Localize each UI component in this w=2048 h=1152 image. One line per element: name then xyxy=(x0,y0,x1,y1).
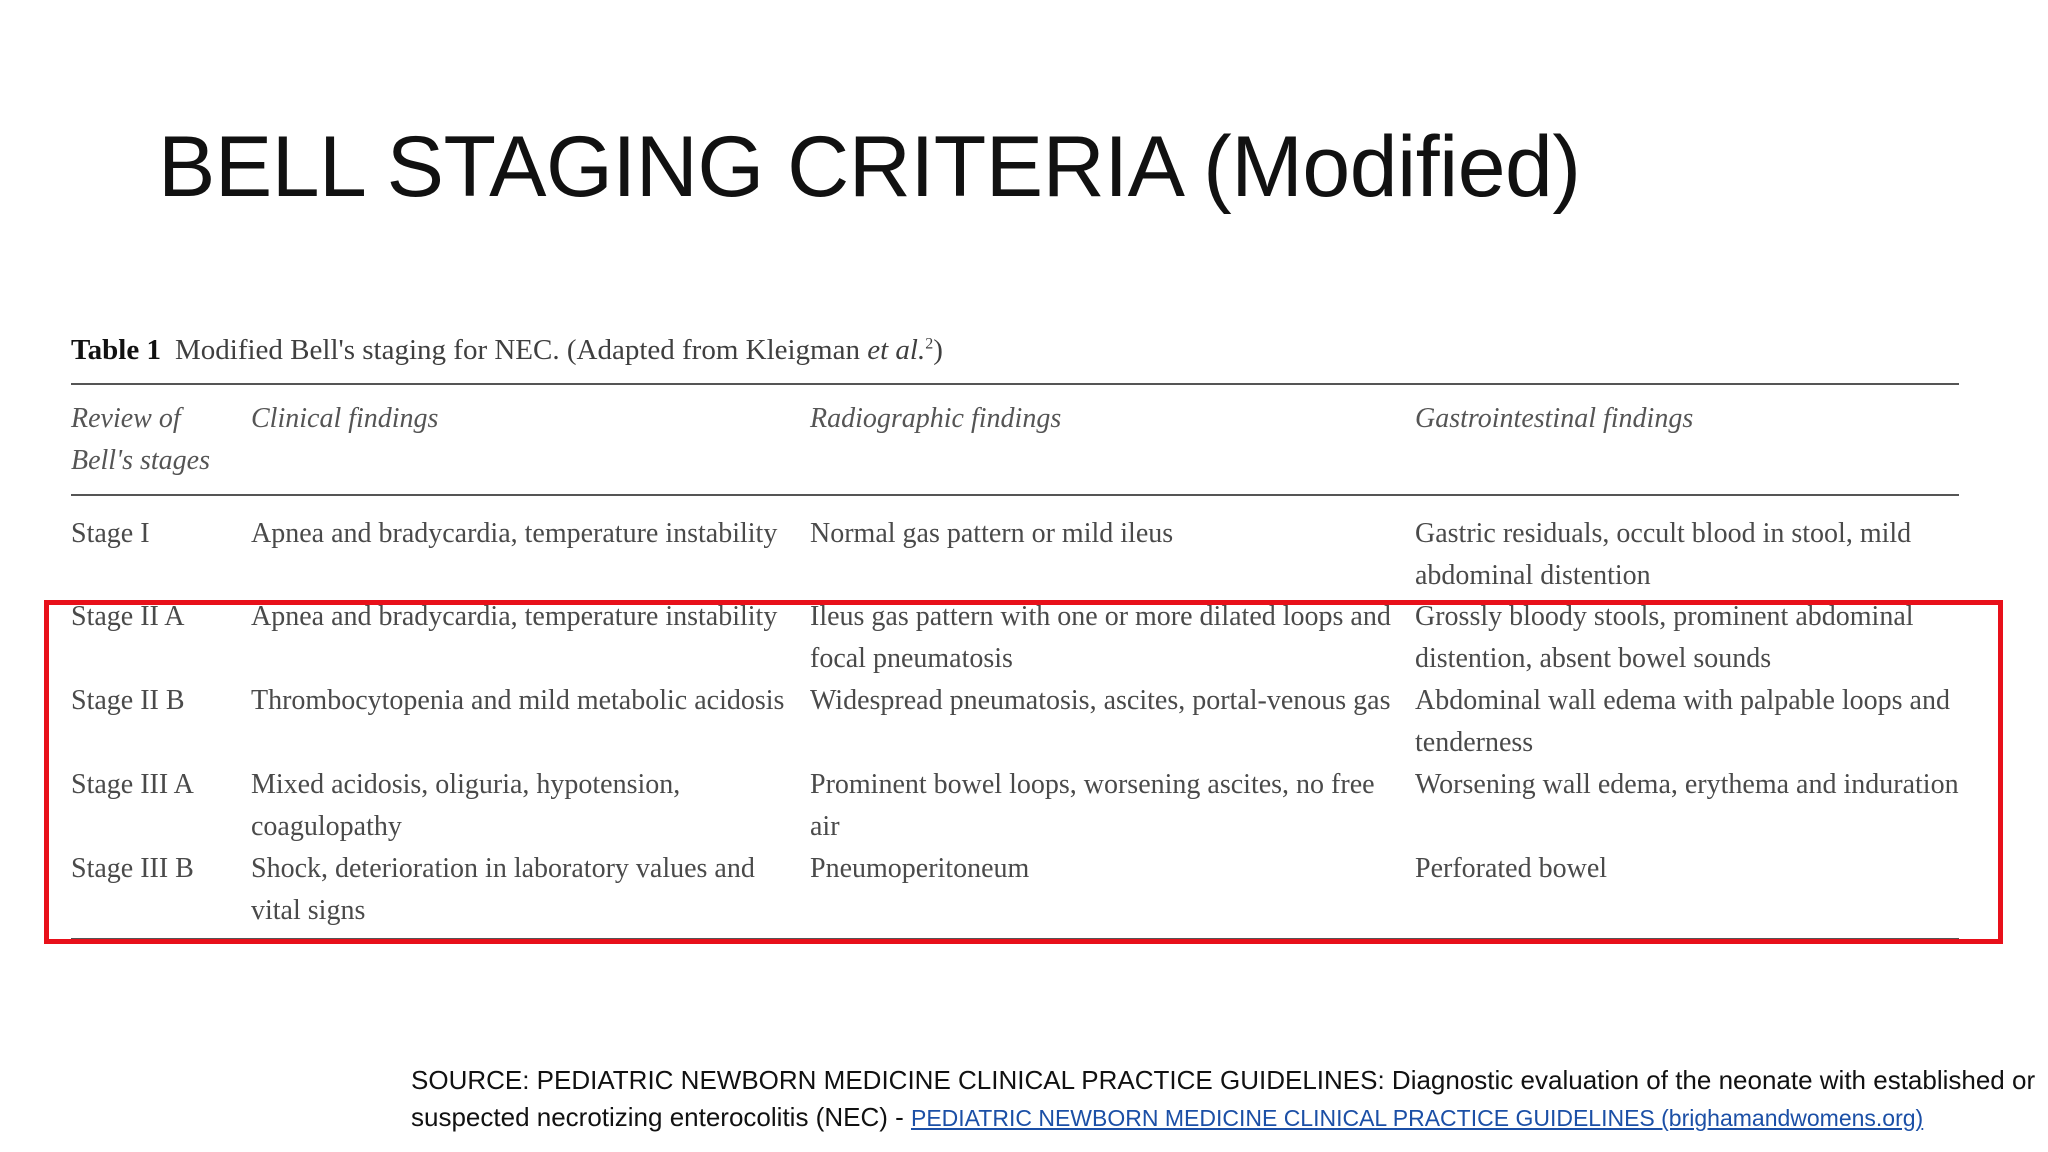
source-citation xyxy=(411,1062,2041,1137)
row-clinical: Mixed acidosis, oliguria, hypotension, coagulopathy xyxy=(251,769,681,842)
caption-text: Modified Bell's staging for NEC. (Adapted from Kleigman xyxy=(175,334,868,366)
row-gi: Perforated bowel xyxy=(1415,853,1608,884)
header-gi: Gastrointestinal findings xyxy=(1415,403,1694,434)
header-radiographic: Radiographic findings xyxy=(810,403,1062,434)
header-stage-line1: Review of xyxy=(71,403,181,434)
table-label: Table 1 xyxy=(71,334,161,366)
row-radiographic: Ileus gas pattern with one or more dilated loops and focal pneumatosis xyxy=(810,601,1391,674)
row-clinical: Thrombocytopenia and mild metabolic acidosis xyxy=(251,685,785,716)
caption-close: ) xyxy=(933,334,943,366)
header-clinical: Clinical findings xyxy=(251,403,439,434)
caption-et-al: et al. xyxy=(867,334,926,366)
table-top-rule xyxy=(71,383,1959,385)
row-gi: Gastric residuals, occult blood in stool, mild abdominal distention xyxy=(1415,518,1912,591)
row-stage-label: Stage I xyxy=(71,518,150,549)
row-radiographic: Widespread pneumatosis, ascites, portal-venous gas xyxy=(810,685,1391,716)
table-caption xyxy=(71,334,943,367)
header-stage xyxy=(71,398,241,482)
caption-ref: 2 xyxy=(925,335,934,353)
row-stage-label: Stage III B xyxy=(71,853,194,884)
header-bottom-rule xyxy=(71,494,1959,496)
row-gi: Grossly bloody stools, prominent abdominal distention, absent bowel sounds xyxy=(1415,601,1914,674)
source-text: SOURCE: PEDIATRIC NEWBORN MEDICINE CLINICAL PRACTICE GUIDELINES: Diagnostic evaluation of the neonate with established or suspected necrotizing enterocolitis (NEC) - xyxy=(411,1065,2036,1132)
source-link[interactable]: PEDIATRIC NEWBORN MEDICINE CLINICAL PRACTICE GUIDELINES (brighamandwomens.org) xyxy=(910,1105,1924,1131)
row-stage-label: Stage II A xyxy=(71,601,185,632)
row-radiographic: Pneumoperitoneum xyxy=(810,853,1030,884)
row-clinical: Shock, deterioration in laboratory values and vital signs xyxy=(251,853,755,926)
row-radiographic: Prominent bowel loops, worsening ascites, no free air xyxy=(810,769,1375,842)
row-stage-label: Stage II B xyxy=(71,685,185,716)
row-radiographic: Normal gas pattern or mild ileus xyxy=(810,518,1174,549)
row-gi: Abdominal wall edema with palpable loops and tenderness xyxy=(1415,685,1950,758)
highlight-box xyxy=(44,600,2003,944)
row-clinical: Apnea and bradycardia, temperature instability xyxy=(251,518,778,549)
row-clinical: Apnea and bradycardia, temperature instability xyxy=(251,601,778,632)
row-stage-label: Stage III A xyxy=(71,769,194,800)
header-stage-line2: Bell's stages xyxy=(71,445,210,476)
slide-title: BELL STAGING CRITERIA (Modified) xyxy=(158,119,1581,215)
row-gi: Worsening wall edema, erythema and induration xyxy=(1415,769,1959,800)
